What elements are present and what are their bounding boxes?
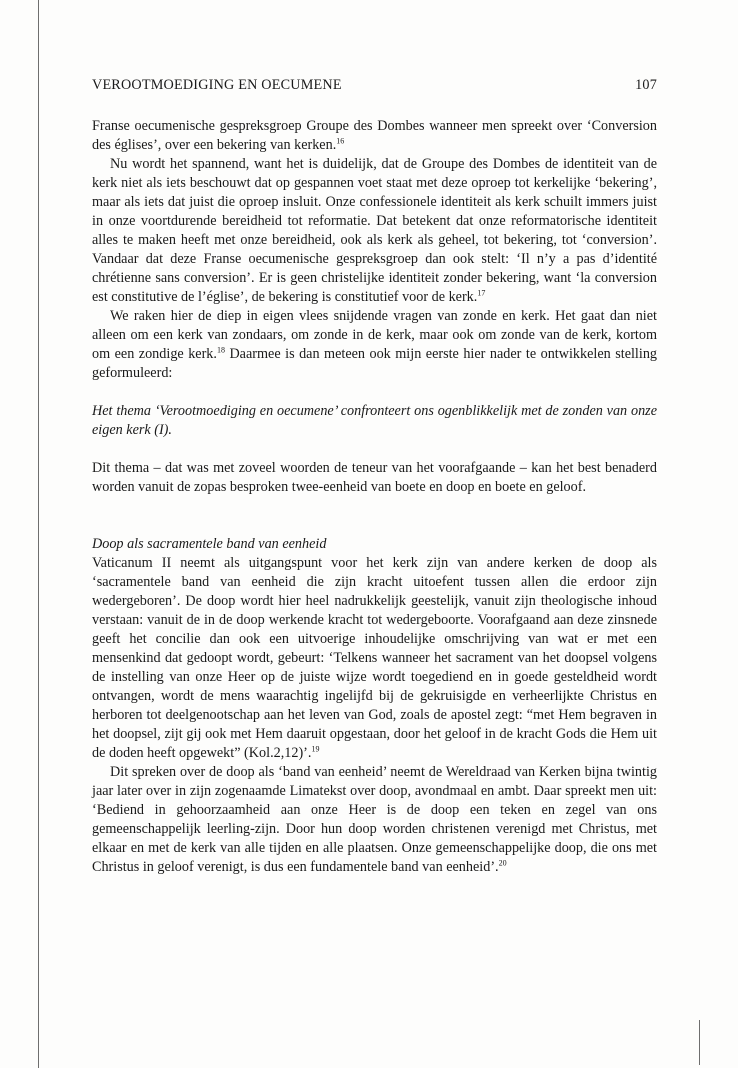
paragraph-2 — [92, 155, 657, 307]
paragraph-1 — [92, 117, 657, 155]
running-title: VEROOTMOEDIGING EN OECUMENE — [92, 77, 342, 93]
footnote-ref: 18 — [216, 345, 225, 355]
paragraph-4: Dit thema – dat was met zoveel woorden de teneur van het voorafgaande – kan het best benaderd worden vanuit de zopas besproken twee-eenheid van boete en doop en boete en geloof. — [92, 460, 657, 495]
running-header — [92, 77, 657, 94]
paragraph-text: Franse oecumenische gespreksgroep Groupe des Dombes wanneer men spreekt over ‘Conversion des églises’, over een bekering van kerken. — [92, 118, 657, 153]
paragraph-3 — [92, 307, 657, 383]
footnote-ref: 17 — [477, 288, 486, 298]
section-heading: Doop als sacramentele band van eenheid — [92, 536, 327, 552]
footnote-ref: 16 — [336, 136, 345, 146]
body-text — [92, 117, 657, 877]
page-number: 107 — [635, 77, 657, 93]
paragraph-5 — [92, 554, 657, 763]
page-edge-mark — [699, 1020, 700, 1065]
footnote-ref: 19 — [311, 744, 320, 754]
thesis-statement: Het thema ‘Verootmoediging en oecumene’ confronteert ons ogenblikkelijk met de zonden van onze eigen kerk (I). — [92, 403, 657, 438]
paragraph-text: Dit spreken over de doop als ‘band van eenheid’ neemt de Wereldraad van Kerken bijna twintig jaar later over in zijn zogenaamde Limatekst over doop, avondmaal en ambt. Daar spreekt men uit: ‘Bediend in gehoorzaamheid aan onze Heer is de doop een teken en zegel van ons gemeenschappelijk leerling-zijn. Door hun doop worden christenen verenigd met Christus, met elkaar en met de kerk van alle tijden en alle plaatsen. Onze gemeenschappelijke doop, die ons met Christus in geloof verenigt, is dus een fundamentele band van eenheid’. — [92, 764, 657, 875]
paragraph-text: Daarmee is dan meteen ook mijn eerste hier nader te ontwikkelen stelling geformuleerd: — [92, 346, 658, 381]
footnote-ref: 20 — [498, 858, 507, 868]
paragraph-6 — [92, 763, 657, 877]
paragraph-text: Nu wordt het spannend, want het is duidelijk, dat de Groupe des Dombes de identiteit van de kerk niet als iets beschouwt dat op gespannen voet staat met deze oproep tot kerkelijke ‘bekering’, maar als iets dat juist die oproep insluit. Onze confessionele identiteit als kerk schuilt immers juist in onze voortdurende bereidheid tot reformatie. Dat betekent dat onze reformatorische identiteit alles te maken heeft met onze bereidheid, ook als kerk als geheel, tot bekering, tot ‘conversion’. Vandaar dat deze Franse oecumenische gespreksgroep dan ook stelt: ‘Il n’y a pas d’identité chrétienne sans conversion’. Er is geen christelijke identiteit zonder bekering, want ‘la conversion est constitutive de l’église’, de bekering is constitutief voor de kerk. — [92, 156, 657, 305]
paragraph-text: Vaticanum II neemt als uitgangspunt voor het kerk zijn van andere kerken de doop als ‘sacramentele band van eenheid die zijn kracht uitoefent tussen allen die erdoor zijn wedergeboren’. De doop wordt hier heel nadrukkelijk geestelijk, vanuit zijn theologische inhoud verstaan: vanuit de in de doop werkende kracht tot wedergeboorte. Voorafgaand aan deze zinsnede geeft het concilie dan ook een uitvoerige inhoudelijke omschrijving van wat er met een mensenkind dat gedoopt wordt, gebeurt: ‘Telkens wanneer het sacrament van het doopsel volgens de instelling van onze Heer op de juiste wijze wordt toegediend en in goede gesteldheid wordt ontvangen, wordt de mens waarachtig ingelijfd bij de gekruisigde en verheerlijkte Christus en herboren tot deelgenootschap aan het leven van God, zoals de apostel zegt: “met Hem begraven in het doopsel, zijt gij ook met Hem daaruit opgestaan, door het geloof in de kracht Gods die Hem uit de doden heeft opgewekt” (Kol.2,12)’. — [92, 555, 657, 761]
paragraph-text: We raken hier de diep in eigen vlees snijdende vragen van zonde en kerk. Het gaat dan niet alleen om een kerk van zondaars, om zonde in de kerk, maar ook om zonde van de kerk, kortom om een zondige kerk. — [92, 308, 657, 362]
page-gutter-line — [38, 0, 39, 1068]
